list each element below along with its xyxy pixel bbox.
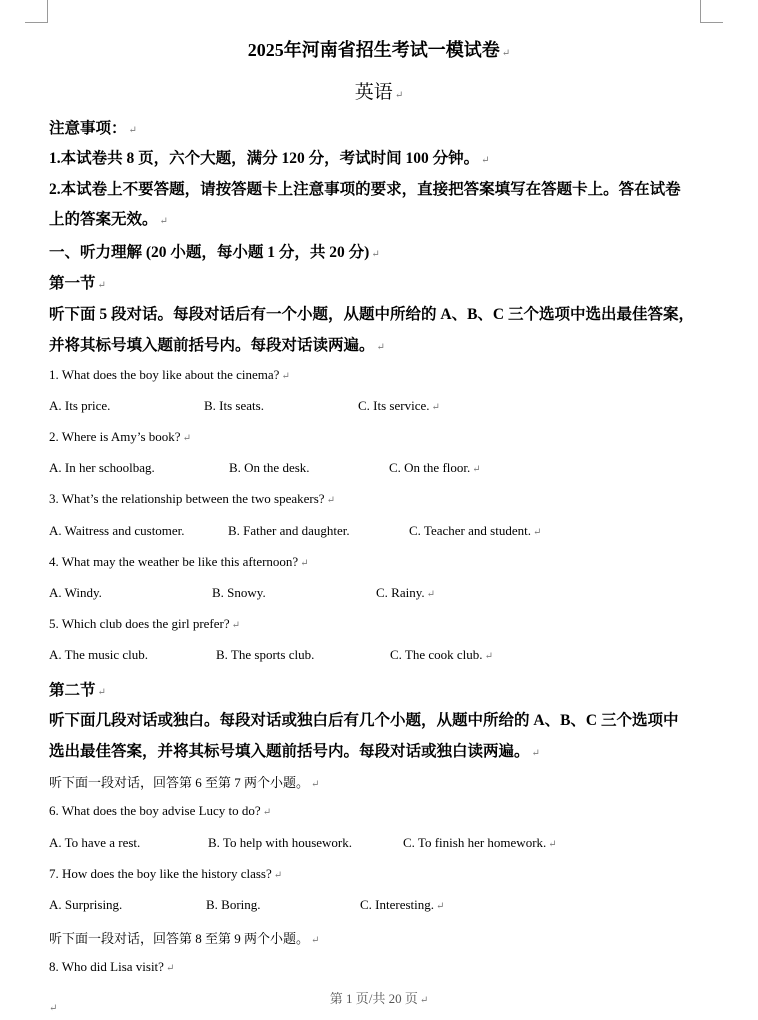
question-5-option-a: A. The music club. <box>49 647 149 662</box>
section1-heading: 第一节 ↵ <box>49 275 106 292</box>
question-6: 6. What does the boy advise Lucy to do? ↵ <box>49 803 272 818</box>
question-5-option-b: B. The sports club. <box>216 647 315 662</box>
exam-title: 2025年河南省招生考试一模试卷 ↵ <box>247 40 511 60</box>
question-5-option-c: C. The cook club. ↵ <box>390 647 493 662</box>
question-7-option-a: A. Surprising. <box>49 897 123 912</box>
section2-instruction-line2: 选出最佳答案，并将其标号填入题前括号内。每段对话或独白读两遍。 ↵ <box>49 743 540 760</box>
notice-item-1: 1.本试卷共 8 页，六个大题，满分 120 分，考试时间 100 分钟。 ↵ <box>49 150 490 167</box>
paragraph-mark: ↵ <box>49 1003 58 1014</box>
question-3: 3. What’s the relationship between the two speakers? ↵ <box>49 491 335 506</box>
page-footer: 第 1 页/共 20 页 ↵ <box>329 991 429 1006</box>
notice-item-2-line2: 上的答案无效。 ↵ <box>49 211 168 228</box>
question-8: 8. Who did Lisa visit? ↵ <box>49 959 175 974</box>
question-3-option-b: B. Father and daughter. <box>228 523 350 538</box>
question-4: 4. What may the weather be like this afternoon? ↵ <box>49 554 309 569</box>
question-7: 7. How does the boy like the history class? ↵ <box>49 866 283 881</box>
question-5: 5. Which club does the girl prefer? ↵ <box>49 616 241 631</box>
question-3-option-c: C. Teacher and student. ↵ <box>409 523 542 538</box>
question-7-option-b: B. Boring. <box>206 897 261 912</box>
question-2-option-b: B. On the desk. <box>229 460 310 475</box>
question-1: 1. What does the boy like about the cinema? ↵ <box>49 367 290 382</box>
question-3-option-a: A. Waitress and customer. <box>49 523 185 538</box>
subject-title: 英语 ↵ <box>354 82 404 103</box>
section1-instruction-line1: 听下面 5 段对话。每段对话后有一个小题，从题中所给的 A、B、C 三个选项中选出最佳答案， <box>49 306 694 323</box>
section1-instruction-line2: 并将其标号填入题前括号内。每段对话读两遍。 ↵ <box>49 337 385 354</box>
question-1-option-a: A. Its price. <box>49 398 111 413</box>
question-6-option-b: B. To help with housework. <box>208 835 353 850</box>
dialogue-note-6-7: 听下面一段对话，回答第 6 至第 7 两个小题。 ↵ <box>49 775 320 790</box>
question-2-option-a: A. In her schoolbag. <box>49 460 155 475</box>
question-1-option-c: C. Its service. ↵ <box>358 398 440 413</box>
part1-heading: 一、听力理解 (20 小题，每小题 1 分，共 20 分) ↵ <box>49 244 380 261</box>
question-1-option-b: B. Its seats. <box>204 398 264 413</box>
question-7-option-c: C. Interesting. ↵ <box>360 897 445 912</box>
notice-item-2-line1: 2.本试卷上不要答题，请按答题卡上注意事项的要求，直接把答案填写在答题卡上。答在试卷 <box>49 181 681 198</box>
crop-mark-top-right <box>700 0 723 23</box>
question-6-option-c: C. To finish her homework. ↵ <box>403 835 557 850</box>
question-6-option-a: A. To have a rest. <box>49 835 141 850</box>
section2-heading: 第二节 ↵ <box>49 682 106 699</box>
question-2: 2. Where is Amy’s book? ↵ <box>49 429 191 444</box>
question-4-option-a: A. Windy. <box>49 585 102 600</box>
dialogue-note-8-9: 听下面一段对话，回答第 8 至第 9 两个小题。 ↵ <box>49 931 320 946</box>
question-2-option-c: C. On the floor. ↵ <box>389 460 481 475</box>
section2-instruction-line1: 听下面几段对话或独白。每段对话或独白后有几个小题，从题中所给的 A、B、C 三个选项中 <box>49 712 679 729</box>
question-4-option-c: C. Rainy. ↵ <box>376 585 436 600</box>
question-4-option-b: B. Snowy. <box>212 585 266 600</box>
notice-heading: 注意事项： ↵ <box>49 120 137 137</box>
crop-mark-top-left <box>25 0 48 23</box>
